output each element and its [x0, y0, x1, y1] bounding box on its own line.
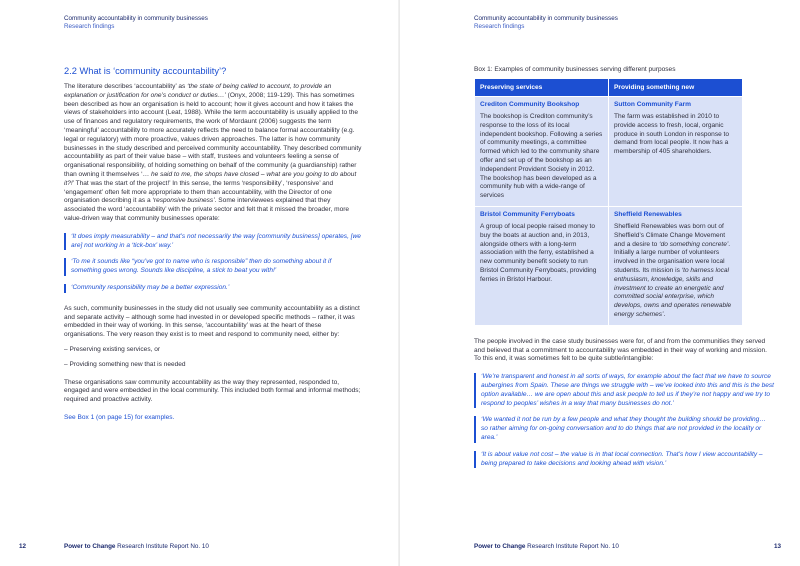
pull-quote: ‘It is about value not cost – the value is in that local connection. That’s how I view accountability – being prepared to take decisions and looking ahead with vision.’	[474, 451, 774, 469]
footer-text: Research Institute Report No. 10	[525, 543, 619, 550]
business-description: A group of local people raised money to buy the boats at auction and, in 2013, alongside others with a long-term association with the ferry, established a new community benefit society to run Bristol Community Ferryboats, providing ferries in Bristol Harbour.	[480, 222, 597, 283]
bullet-preserving: – Preserving existing services, or	[64, 345, 161, 353]
pull-quote: ‘We wanted it not be run by a few people and what they thought the building should be providing… so rather aiming for on-going conversation and to do things that are not provided in the locality or area.’	[474, 416, 774, 442]
bullet-providing: – Providing something new that is needed	[64, 360, 186, 368]
table-row	[475, 206, 743, 325]
emphasis-span: ‘responsive business’	[152, 197, 215, 205]
examples-table	[474, 78, 743, 326]
text-span: The literature describes ‘accountability’ as	[64, 83, 188, 90]
text-span: ) for examples.	[131, 413, 175, 421]
pull-quote: ‘We’re transparent and honest in all sorts of ways, for example about the fact that we have to source aubergines from Spain. These are things we struggle with – we’ve looked into this and this is the best option available… we are open about this and ask people to tell us if they’re not happy and we try to respond to peoples’ wishes in a way that many businesses do not.’	[474, 373, 774, 408]
right-column	[474, 66, 774, 476]
business-name: Sutton Community Farm	[614, 101, 691, 108]
running-head-title: Community accountability in community businesses	[474, 15, 618, 22]
right-page	[400, 0, 800, 566]
see-box-reference	[64, 414, 362, 423]
page-number: 13	[774, 543, 782, 550]
text-span: Sheffield Renewables was born out of Sheffield’s Climate Change Movement and a desire to	[614, 222, 726, 248]
paragraph-embedded: As such, community businesses in the study did not usually see community accountability as a distinct and separate activity – although some had invested in or developed specific methods – rather, it was embedded in their way of working. In this sense, ‘accountability’ was at the heart of these organisations. The very reason they exist is to meet and respond to community need, either by:	[64, 304, 360, 339]
text-span: See Box 1 (	[64, 413, 99, 421]
footer-brand: Power to Change	[474, 543, 526, 550]
table-header-row	[475, 79, 743, 97]
paragraph-commitment: The people involved in the case study businesses were for, of and from the communities they served and believed that a commitment to accountability was embedded in their way of working and mission. To this end, it was sometimes felt to be quite subtle/intangible:	[474, 337, 767, 363]
running-head-title: Community accountability in community businesses	[64, 15, 208, 22]
left-column	[64, 66, 362, 429]
pull-quote: ‘Community responsibility may be a better expression.’	[64, 284, 362, 293]
box-title: Box 1: Examples of community businesses serving different purposes	[474, 66, 676, 73]
footer	[64, 543, 209, 550]
running-head	[64, 15, 208, 32]
business-description	[614, 223, 737, 320]
table-cell	[609, 97, 743, 207]
emphasis-span: ‘do something concrete’	[659, 240, 729, 248]
table-cell	[609, 206, 743, 325]
column-header: Preserving services	[475, 79, 609, 97]
emphasis-span: he said to me, the shops have closed – what are you going to do about it?!	[64, 170, 357, 187]
table-cell	[475, 206, 609, 325]
business-name: Bristol Community Ferryboats	[480, 210, 575, 218]
pull-quote: ‘It does imply measurability – and that’s not necessarily the way [community business] operates, [we are] not working in a ‘tick-box’ way.’	[64, 233, 362, 251]
footer-brand: Power to Change	[64, 543, 116, 550]
running-head-subtitle: Research findings	[64, 23, 115, 31]
section-heading: 2.2 What is ‘community accountability’?	[64, 66, 227, 76]
paragraph-representation: These organisations saw community accountability as the way they represented, responded to, engaged and were embedded in the local community. This included both formal and informal methods; required and proactive activity.	[64, 378, 361, 404]
emphasis-span: ‘to harness local enthusiasm, knowledge, skills and investment to create an energetic and committed social enterprise, which develops, owns and operates renewable energy schemes’	[614, 266, 732, 318]
pull-quote: ‘To me it sounds like “you’ve got to name who is responsible” then do something about it if something goes wrong. Sounds like discipline, a stick to beat you with!’	[64, 258, 362, 276]
table-cell	[475, 97, 609, 207]
text-span: (Onyx, 2008; 119-129). This has sometimes been described as how an organisation is held to account; how it gives account and how it takes the views of stakeholders into account (Leat, 1988). While the term accountability is usually applied to the use of finances and regulatory requirements, the work of Mordaunt (2006) suggests the term ‘meaningful’ accountability to more accurately reflects the need to balance formal accountability (e.g. legal or regulatory) with more proactive, values driven approaches. The latter is how community businesses in the study described and perceived community accountability. They described community accountability as part of their value base – with staff, trustees and volunteers feeling a sense of organisational responsibility, of holding something on behalf of the community (a guardianship) rather than owning it themselves ‘…	[64, 91, 362, 178]
footer	[474, 543, 619, 550]
text-span: . Initially a large number of volunteers involved in the organisation were local students. Its mission is	[614, 240, 731, 274]
emphasis-span: ‘the state of being called to account, to provide an explanation or justification for one’s conduct or duties…’	[64, 83, 332, 99]
business-name: Crediton Community Bookshop	[480, 101, 580, 108]
business-description: The bookshop is Crediton community’s response to the loss of its local independent bookshop. Following a series of community meetings, a committee formed which led to the community share offer and set up of the bookshop as an Independent Provident Society in 2012. The bookshop has been developed as a community hub with a wide-range of services	[480, 113, 603, 200]
business-description: The farm was established in 2010 to provide access to fresh, local, organic produce in south London in response to demand from local people. It now has a membership of 405 shareholders.	[614, 113, 730, 156]
footer-text: Research Institute Report No. 10	[115, 543, 209, 550]
running-head	[474, 15, 618, 32]
page-number: 12	[19, 543, 27, 550]
text-span: ’ That was the start of the project!’ In this sense, the terms ‘responsibility’, ‘responsive’ and ‘engagement’ often felt more appropriate to them than accountability, with the Director of one organisation describing it as a	[64, 179, 334, 205]
text-span: .	[663, 310, 666, 318]
table-row	[475, 97, 743, 207]
business-name: Sheffield Renewables	[614, 210, 682, 218]
text-span: . Some interviewees explained that they associated the word ‘accountability’ with the private sector and felt that it missed the broader, more value-driven way that community businesses operate:	[64, 197, 350, 222]
column-header: Providing something new	[609, 79, 743, 97]
page-link[interactable]: on page 15	[98, 413, 131, 421]
running-head-subtitle: Research findings	[474, 23, 525, 31]
paragraph-literature	[64, 83, 362, 224]
